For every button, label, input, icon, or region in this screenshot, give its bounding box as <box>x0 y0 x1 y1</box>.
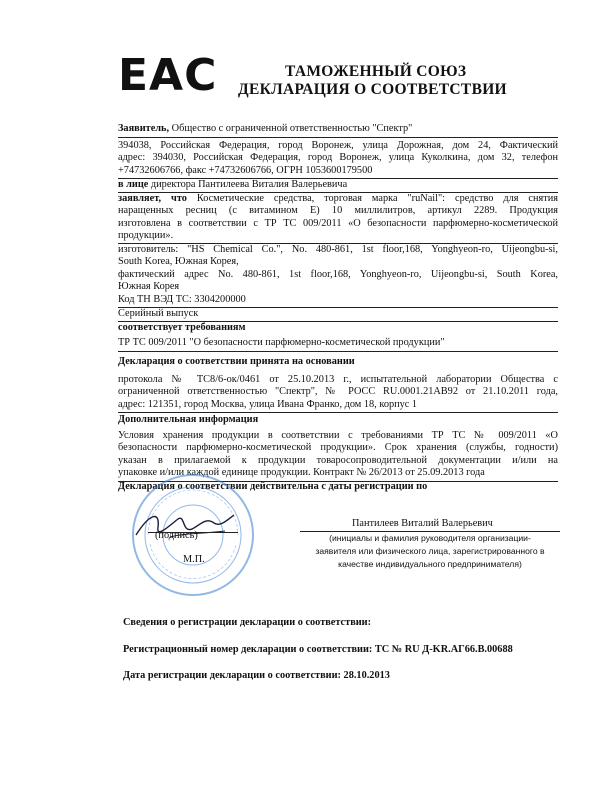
additional-line: упаковке и/или каждой единице продукции. Контракт № 26/2013 от 25.09.2013 года <box>118 467 485 479</box>
person-name: директора Пантилеева Виталия Валерьевича <box>148 179 348 190</box>
applicant-address-line: адрес: 394030, Российская Федерация, город Воронеж, улица Куколкина, дом 32, телефон <box>118 152 558 164</box>
serial-release: Серийный выпуск <box>118 308 199 319</box>
registration-date: Дата регистрации декларации о соответствии: 28.10.2013 <box>123 670 390 681</box>
basis-label: Декларация о соответствии принята на основании <box>118 356 355 367</box>
declares-label: заявляет, что <box>118 193 187 204</box>
applicant-label: Заявитель, <box>118 123 170 134</box>
signer-caption-line: заявителя или физического лица, зарегистрированного в <box>315 546 545 556</box>
tnved-code: Код ТН ВЭД ТС: 3304200000 <box>118 294 246 305</box>
signer-name: Пантилеев Виталий Валерьевич <box>352 518 493 529</box>
divider <box>118 351 558 352</box>
header-union: ТАМОЖЕННЫЙ СОЮЗ <box>285 63 467 80</box>
divider <box>118 137 558 138</box>
person-label: в лице <box>118 179 149 190</box>
divider <box>118 412 558 413</box>
declares-block <box>118 193 558 243</box>
additional-line: безопасности парфюмерно-косметической продукции». Срок хранения (службы, годности) <box>118 442 558 454</box>
registration-number: Регистрационный номер декларации о соответствии: ТС № RU Д-KR.АГ66.В.00688 <box>123 644 513 655</box>
podpis-label: (подпись) <box>155 530 198 541</box>
validity-label: Декларация о соответствии действительна с даты регистрации по <box>118 481 428 492</box>
declares-line: изготовлена в соответствии с ТР ТС 009/2011 «О безопасности парфюмерно-косметической <box>118 217 558 229</box>
manufacturer-line: изготовитель: "HS Chemical Co.", No. 480-861, 1st floor,168, Yonghyeon-ro, Uijeongbu-si, <box>118 244 558 255</box>
additional-label: Дополнительная информация <box>118 414 259 425</box>
conforms-text: ТР ТС 009/2011 "О безопасности парфюмерно-косметической продукции" <box>118 337 445 348</box>
manufacturer-line: South Korea, Южная Корея, <box>118 256 239 268</box>
additional-line: указан в прилагаемой к продукции товаросопроводительной документации и/или на <box>118 454 558 466</box>
applicant-person <box>118 179 347 191</box>
applicant-address <box>118 140 558 177</box>
applicant-address-line: +74732606766, факс +74732606766, ОГРН 1053600179500 <box>118 164 373 176</box>
manufacturer-block <box>118 244 558 294</box>
basis-line: ограниченной ответственностью "Спектр", № РОСС RU.0001.21АВ92 от 21.10.2011 года, <box>118 386 558 398</box>
declares-line: Косметические средства, торговая марка "ruNail": средство для снятия <box>186 193 558 204</box>
applicant-line <box>118 123 558 135</box>
basis-line: адрес: 121351, город Москва, улица Ивана Франко, дом 18, корпус 1 <box>118 398 418 410</box>
basis-line: протокола № ТС8/6-ок/0461 от 25.10.2013 г., испытательной лаборатории Общества с <box>118 374 558 385</box>
manufacturer-line: фактический адрес No. 480-861, 1st floor,168, Yonghyeon-ro, Uijeongbu-si, South Korea, <box>118 268 558 280</box>
applicant-name: Общество с ограниченной ответственностью "Спектр" <box>169 123 413 134</box>
basis-block <box>118 374 558 411</box>
signer-caption-line: (инициалы и фамилия руководителя организации- <box>329 533 531 543</box>
declares-line: наращенных ресниц (с витамином Е) 10 миллилитров, артикул 2289. Продукция <box>118 205 558 217</box>
conforms-label: соответствует требованиям <box>118 322 246 333</box>
mp-label: М.П. <box>183 554 205 565</box>
declares-line: продукции». <box>118 230 174 242</box>
applicant-address-line: 394038, Российская Федерация, город Воронеж, улица Дорожная, дом 24, Фактический <box>118 140 558 151</box>
signer-caption <box>295 532 565 571</box>
additional-line: Условия хранения продукции в соответствии с требованиями ТР ТС № 009/2011 «О <box>118 430 558 441</box>
registration-title: Сведения о регистрации декларации о соответствии: <box>123 617 372 628</box>
header-title: ДЕКЛАРАЦИЯ О СООТВЕТСТВИИ <box>238 81 507 98</box>
eac-logo: EAC <box>118 50 218 101</box>
signer-caption-line: качестве индивидуального предпринимателя) <box>338 559 522 569</box>
manufacturer-line: Южная Корея <box>118 281 180 293</box>
